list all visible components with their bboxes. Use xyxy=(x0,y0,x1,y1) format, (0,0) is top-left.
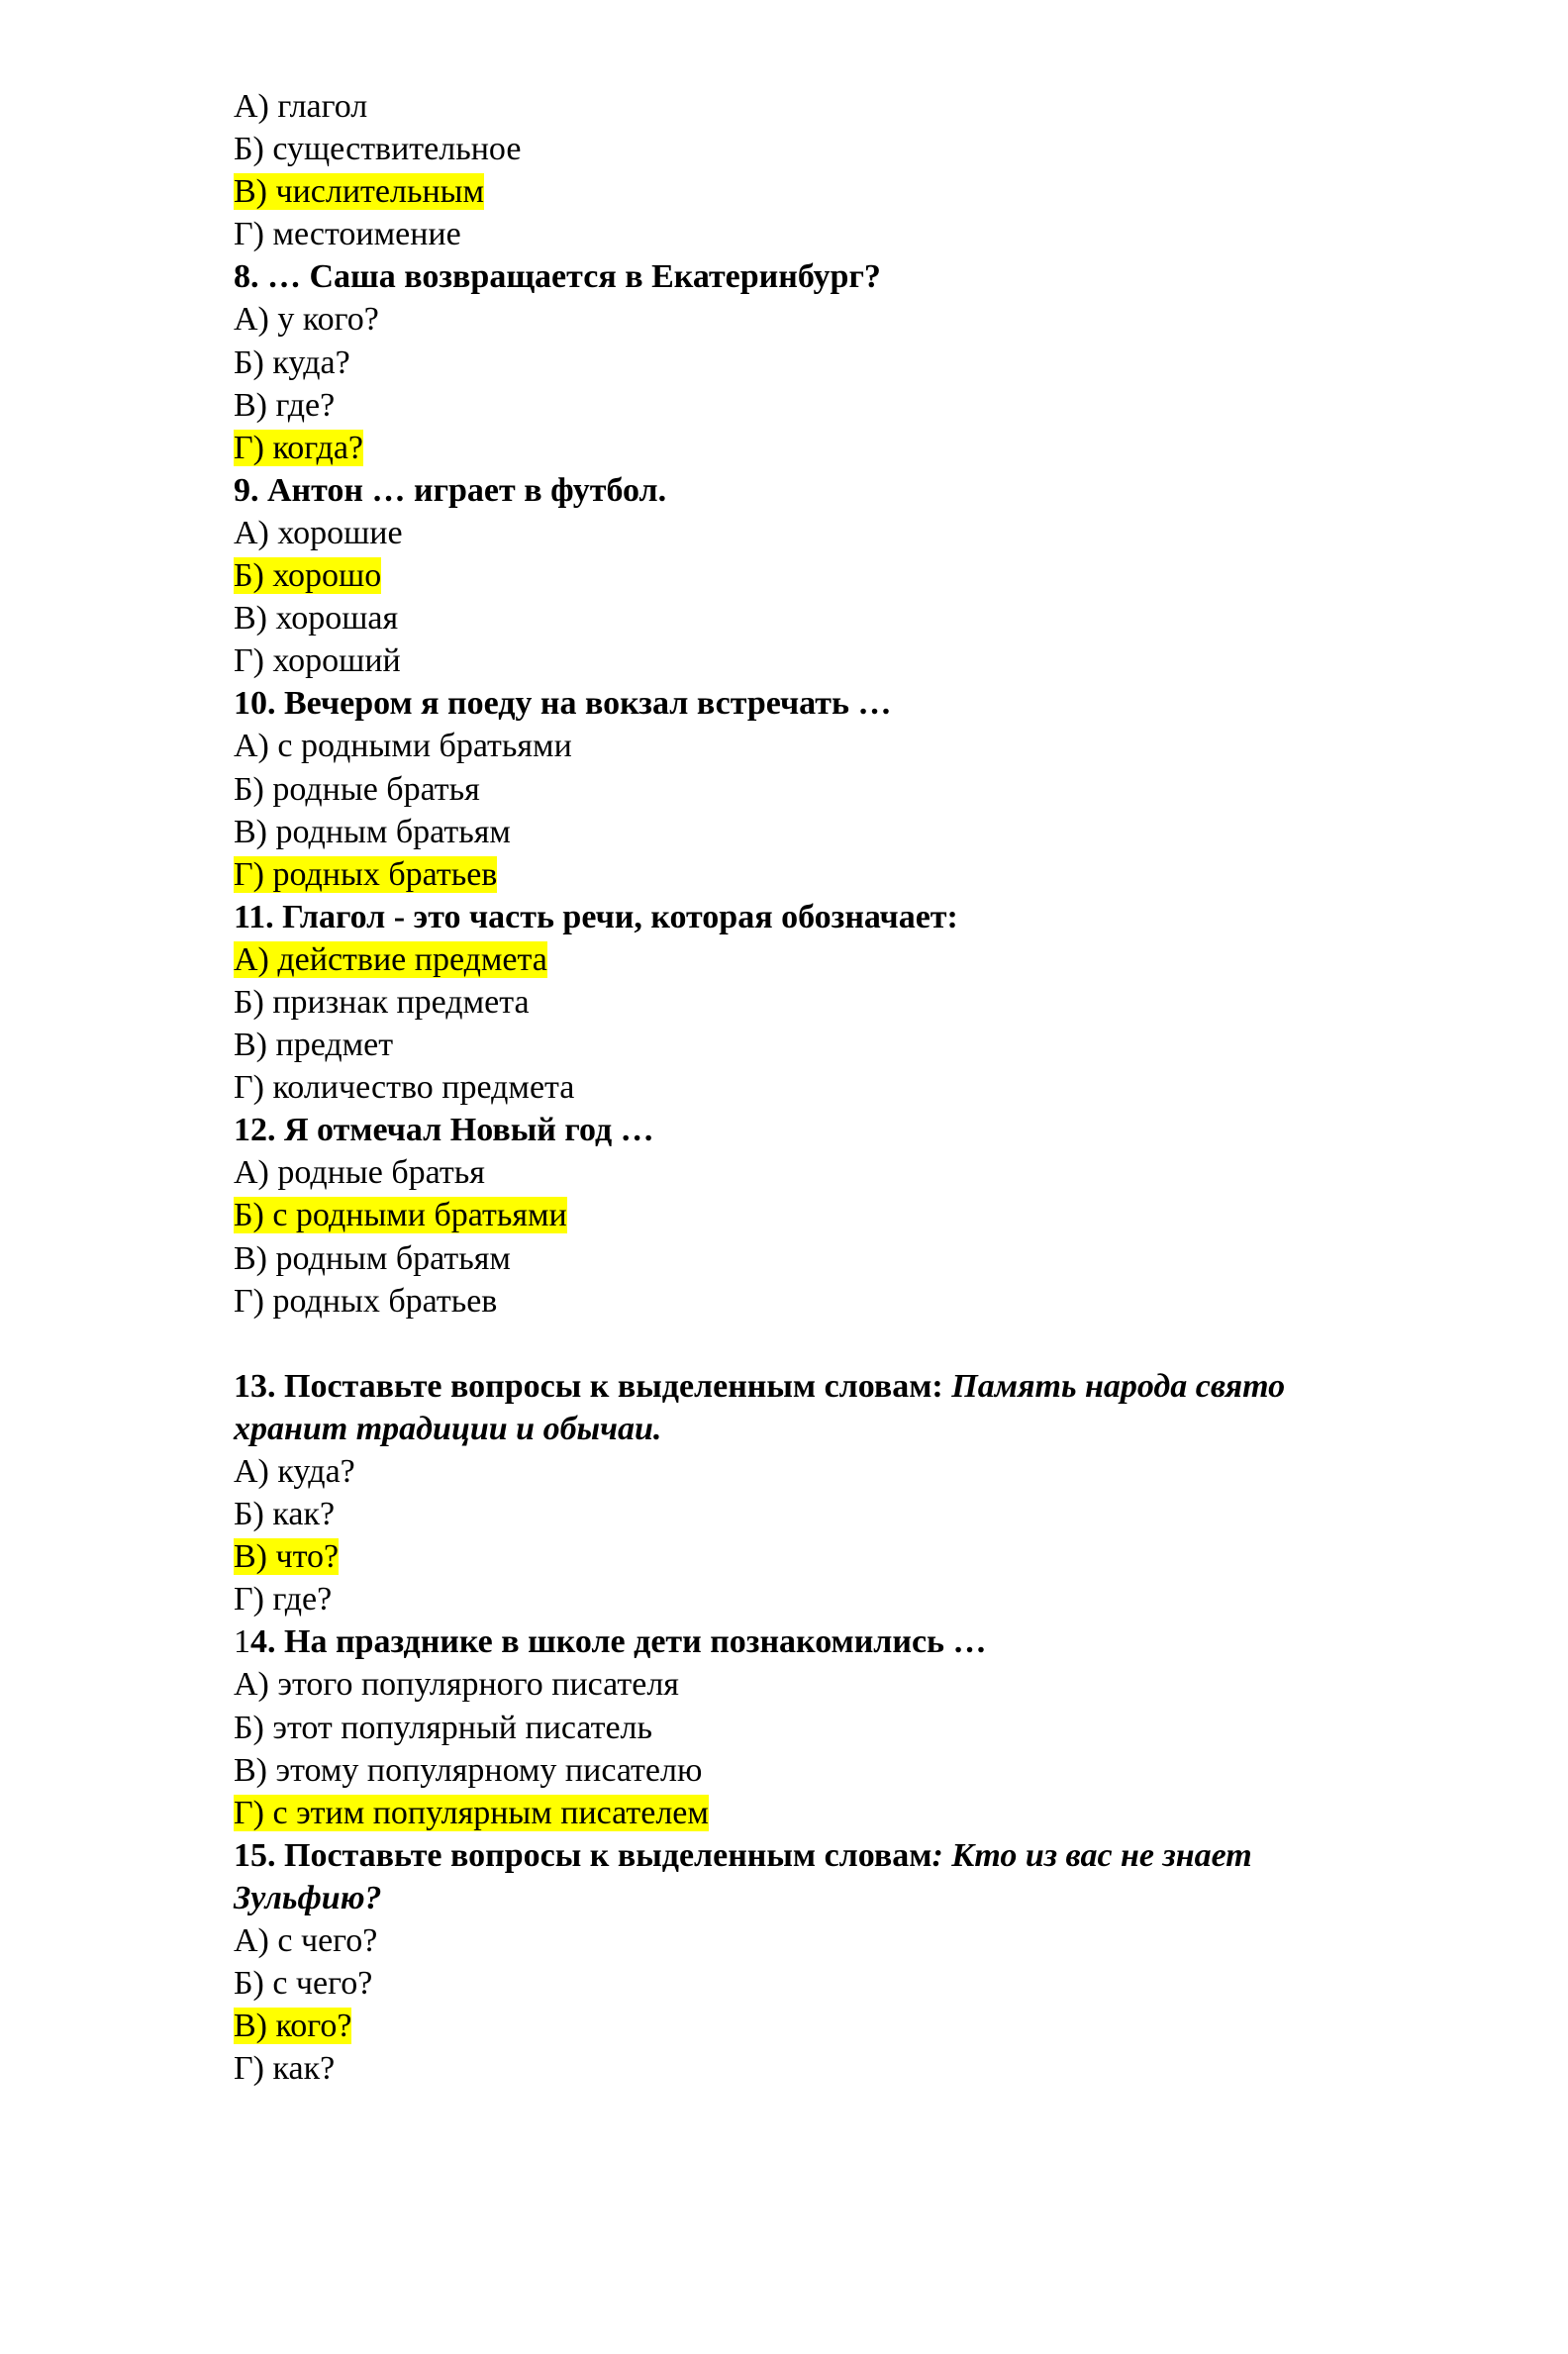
q8-option-c: В) где? xyxy=(234,386,336,424)
correct-answer-highlight: Б) с родными братьями xyxy=(234,1197,567,1234)
q13-block xyxy=(234,1365,1362,1621)
q13-question-italic: Память народа свято хранит традиции и обычаи. xyxy=(234,1367,1286,1447)
q14-option-a: А) этого популярного писателя xyxy=(234,1666,679,1704)
q15-question-italic: : Кто из вас не знает Зульфию? xyxy=(234,1836,1252,1916)
q8-option-a: А) у кого? xyxy=(234,301,379,339)
q13-option-b: Б) как? xyxy=(234,1496,336,1533)
q11-option-b: Б) признак предмета xyxy=(234,983,530,1021)
q11-option-a xyxy=(234,938,1362,981)
q10-option-d xyxy=(234,853,1362,896)
correct-answer-highlight: Г) родных братьев xyxy=(234,855,498,893)
q7-option-d: Г) местоимение xyxy=(234,216,461,253)
q7-option-a: А) глагол xyxy=(234,88,368,125)
q12-option-c: В) родным братьям xyxy=(234,1239,511,1277)
q13-option-c xyxy=(234,1535,1362,1578)
correct-answer-highlight: А) действие предмета xyxy=(234,940,547,978)
q9-block xyxy=(234,469,1362,682)
correct-answer-highlight: В) числительным xyxy=(234,173,485,211)
q10-option-a: А) с родными братьями xyxy=(234,728,572,765)
q14-block xyxy=(234,1620,1362,1833)
q7-options xyxy=(234,85,1362,255)
q15-option-b: Б) с чего? xyxy=(234,1965,373,2003)
q10-option-c: В) родным братьям xyxy=(234,813,511,850)
q12-option-b xyxy=(234,1194,1362,1236)
correct-answer-highlight: В) кого? xyxy=(234,2008,352,2045)
q9-question: 9. Антон … играет в футбол. xyxy=(234,471,667,509)
q8-question: 8. … Саша возвращается в Екатеринбург? xyxy=(234,258,881,296)
q10-block xyxy=(234,682,1362,895)
q15-question: 15. Поставьте вопросы к выделенным словам: Кто из вас не знает Зульфию? xyxy=(234,1836,1252,1916)
q8-option-d xyxy=(234,427,1362,469)
q9-option-c: В) хорошая xyxy=(234,600,399,638)
correct-answer-highlight: Г) с этим популярным писателем xyxy=(234,1794,709,1831)
correct-answer-highlight: Б) хорошо xyxy=(234,557,382,595)
q12-block xyxy=(234,1109,1362,1322)
q12-option-d: Г) родных братьев xyxy=(234,1282,498,1320)
q14-option-d xyxy=(234,1792,1362,1834)
q8-block xyxy=(234,255,1362,468)
q12-option-a: А) родные братья xyxy=(234,1154,485,1192)
q9-option-a: А) хорошие xyxy=(234,514,403,551)
blank-line xyxy=(234,1323,1362,1365)
correct-answer-highlight: Г) когда? xyxy=(234,429,364,466)
q15-block xyxy=(234,1834,1362,2091)
q7-option-c xyxy=(234,170,1362,213)
q15-option-a: А) с чего? xyxy=(234,1922,378,1960)
q14-question: 14. На празднике в школе дети познакомились … xyxy=(234,1623,987,1661)
q15-option-c xyxy=(234,2005,1362,2047)
q12-question: 12. Я отмечал Новый год … xyxy=(234,1112,654,1149)
q9-option-b xyxy=(234,554,1362,597)
q14-option-b: Б) этот популярный писатель xyxy=(234,1709,653,1746)
q11-block xyxy=(234,896,1362,1109)
q11-option-c: В) предмет xyxy=(234,1027,394,1064)
q8-option-b: Б) куда? xyxy=(234,343,350,381)
q13-question: 13. Поставьте вопросы к выделенным словам: Память народа свято хранит традиции и обычаи. xyxy=(234,1367,1286,1447)
q9-option-d: Г) хороший xyxy=(234,642,401,680)
q14-option-c: В) этому популярному писателю xyxy=(234,1751,703,1789)
q11-option-d: Г) количество предмета xyxy=(234,1069,575,1107)
correct-answer-highlight: В) что? xyxy=(234,1538,340,1576)
q10-option-b: Б) родные братья xyxy=(234,770,480,808)
q10-question: 10. Вечером я поеду на вокзал встречать … xyxy=(234,685,892,723)
q15-option-d: Г) как? xyxy=(234,2050,336,2088)
document-page xyxy=(234,85,1362,2090)
q13-option-d: Г) где? xyxy=(234,1581,333,1618)
q13-option-a: А) куда? xyxy=(234,1453,355,1490)
q7-option-b: Б) существительное xyxy=(234,131,522,168)
q11-question: 11. Глагол - это часть речи, которая обозначает: xyxy=(234,898,958,935)
